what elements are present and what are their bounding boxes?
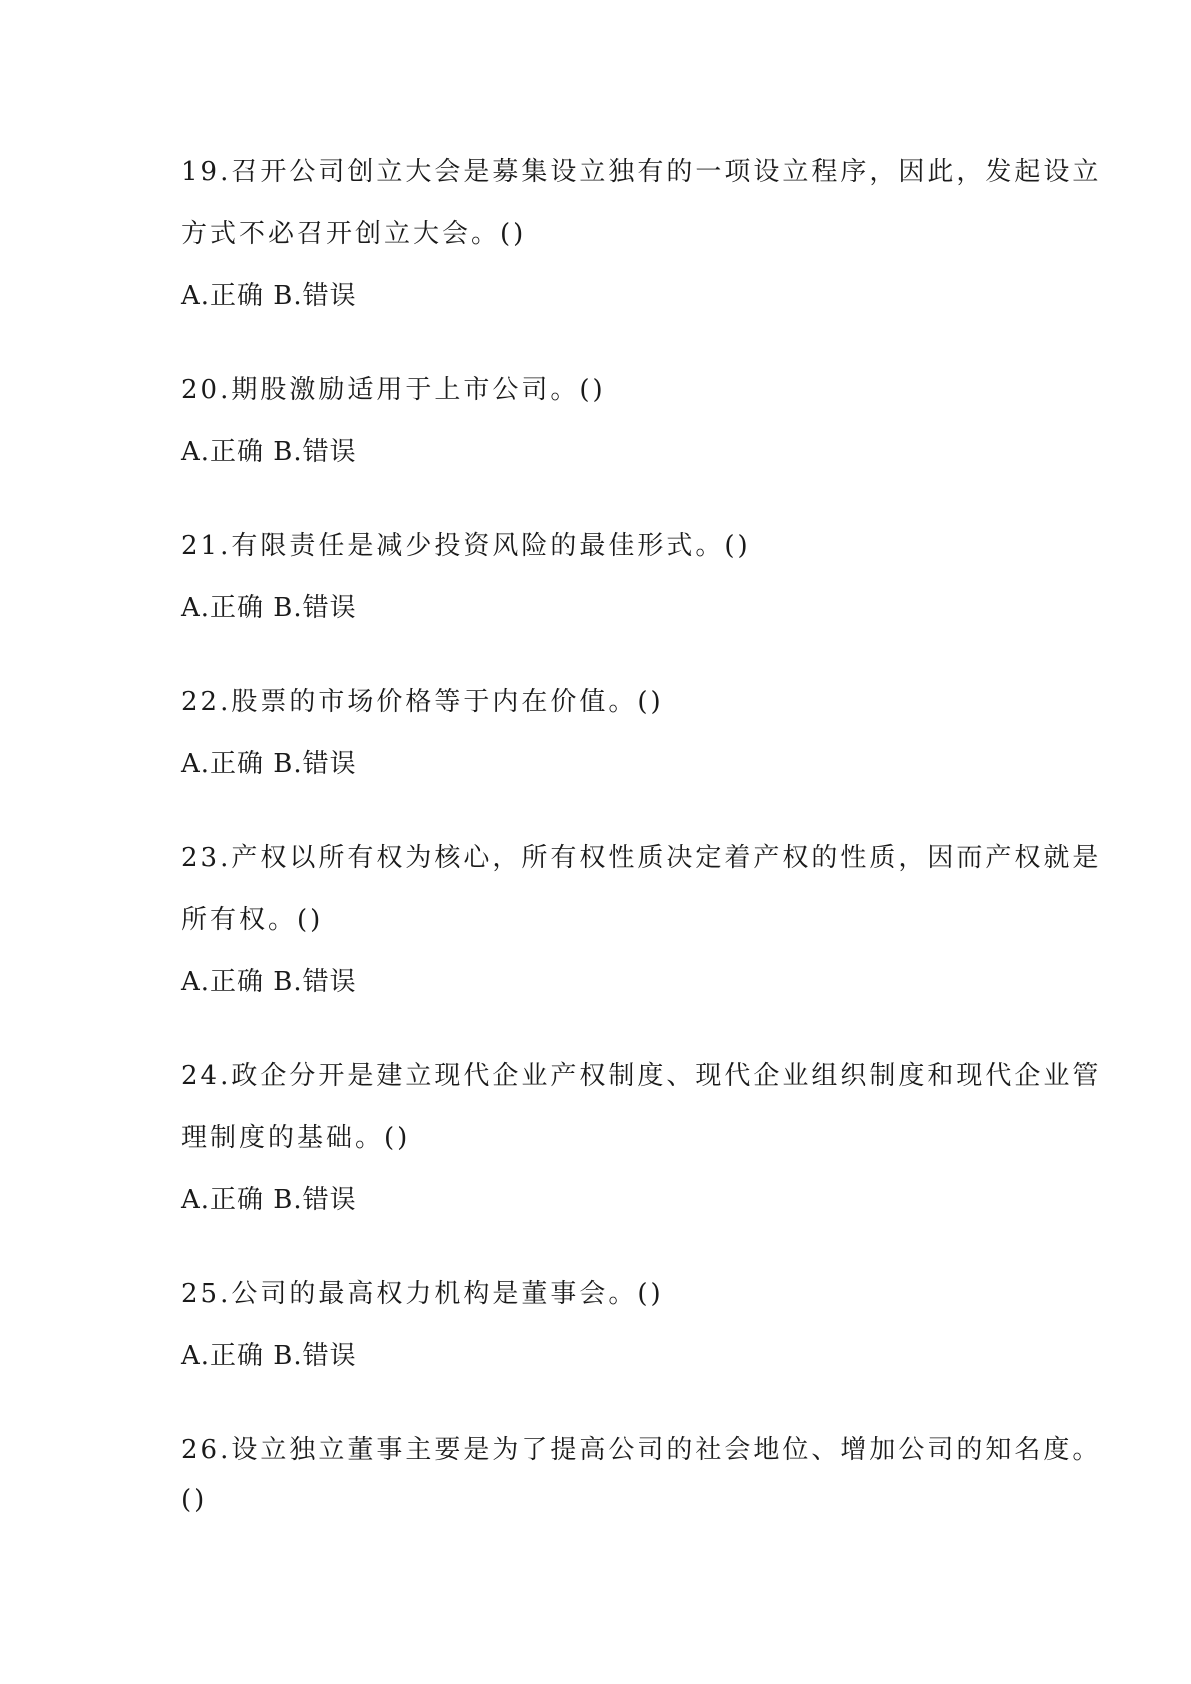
question-26-line-1: 26.设立独立董事主要是为了提高公司的社会地位、增加公司的知名度。 — [181, 1435, 1102, 1465]
question-23-options: A.正确 B.错误 — [181, 967, 357, 997]
question-24-line-1: 24.政企分开是建立现代企业产权制度、现代企业组织制度和现代企业管 — [181, 1061, 1102, 1091]
question-20-line-1: 20.期股激励适用于上市公司。() — [181, 375, 606, 405]
question-19-options: A.正确 B.错误 — [181, 281, 357, 311]
question-24-options: A.正确 B.错误 — [181, 1185, 357, 1215]
question-25-line-1: 25.公司的最高权力机构是董事会。() — [181, 1279, 664, 1309]
question-19-line-2: 方式不必召开创立大会。() — [181, 219, 527, 249]
question-24-line-2: 理制度的基础。() — [181, 1123, 411, 1153]
question-26-line-2: () — [181, 1485, 208, 1515]
question-21-options: A.正确 B.错误 — [181, 593, 357, 623]
question-22-line-1: 22.股票的市场价格等于内在价值。() — [181, 687, 664, 717]
question-22-options: A.正确 B.错误 — [181, 749, 357, 779]
question-23-line-1: 23.产权以所有权为核心，所有权性质决定着产权的性质，因而产权就是 — [181, 843, 1102, 873]
question-21-line-1: 21.有限责任是减少投资风险的最佳形式。() — [181, 531, 751, 561]
question-19-line-1: 19.召开公司创立大会是募集设立独有的一项设立程序，因此，发起设立 — [181, 157, 1102, 187]
question-23-line-2: 所有权。() — [181, 905, 324, 935]
question-20-options: A.正确 B.错误 — [181, 437, 357, 467]
question-25-options: A.正确 B.错误 — [181, 1341, 357, 1371]
